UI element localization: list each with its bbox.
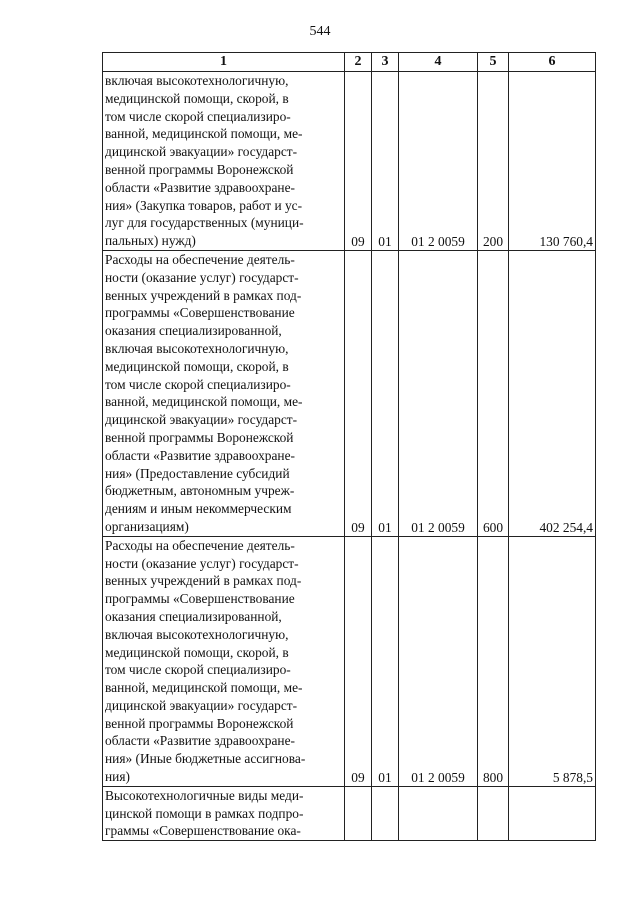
budget-table [102, 52, 596, 841]
column-header-4: 4 [399, 53, 478, 72]
table-row [103, 786, 596, 840]
row-amount [509, 786, 596, 840]
row-description: Расходы на обеспечение деятель- ности (оказание услуг) государст- венных учреждений в рамках под- программы «Совершенствование оказания специализированной, включая высокотехнологичную, медицинской помощи, скорой, в том числе скорой специализиро- ванной, медицинской помощи, ме- дицинской эвакуации» государст- венной программы Воронежской области «Развитие здравоохране- ния» (Иные бюджетные ассигнова- ния) [103, 536, 345, 786]
row-expense-type [478, 786, 509, 840]
row-subsection: 01 [372, 536, 399, 786]
row-description: Высокотехнологичные виды меди- цинской помощи в рамках подпро- граммы «Совершенствование ока- [103, 786, 345, 840]
row-subsection: 01 [372, 250, 399, 536]
row-target-article: 01 2 0059 [399, 250, 478, 536]
row-section: 09 [345, 536, 372, 786]
row-section [345, 786, 372, 840]
row-section: 09 [345, 72, 372, 251]
column-header-6: 6 [509, 53, 596, 72]
column-header-5: 5 [478, 53, 509, 72]
row-expense-type: 800 [478, 536, 509, 786]
table-row [103, 72, 596, 251]
row-description: включая высокотехнологичную, медицинской помощи, скорой, в том числе скорой специализиро- ванной, медицинской помощи, ме- дицинской эвакуации» государст- венной программы Воронежской области «Развитие здравоохране- ния» (Закупка товаров, работ и ус- луг для государственных (муници- пальных) нужд) [103, 72, 345, 251]
row-subsection: 01 [372, 72, 399, 251]
page-number: 544 [309, 24, 331, 39]
row-section: 09 [345, 250, 372, 536]
row-amount: 5 878,5 [509, 536, 596, 786]
column-header-2: 2 [345, 53, 372, 72]
table-row [103, 250, 596, 536]
row-target-article: 01 2 0059 [399, 72, 478, 251]
row-amount: 402 254,4 [509, 250, 596, 536]
column-header-1: 1 [103, 53, 345, 72]
row-expense-type: 600 [478, 250, 509, 536]
row-subsection [372, 786, 399, 840]
row-target-article [399, 786, 478, 840]
table-row [103, 536, 596, 786]
header-row [103, 53, 596, 72]
row-expense-type: 200 [478, 72, 509, 251]
row-amount: 130 760,4 [509, 72, 596, 251]
row-description: Расходы на обеспечение деятель- ности (оказание услуг) государст- венных учреждений в рамках под- программы «Совершенствование оказания специализированной, включая высокотехнологичную, медицинской помощи, скорой, в том числе скорой специализиро- ванной, медицинской помощи, ме- дицинской эвакуации» государст- венной программы Воронежской области «Развитие здравоохране- ния» (Предоставление субсидий бюджетным, автономным учреж- дениям и иным некоммерческим организациям) [103, 250, 345, 536]
column-header-3: 3 [372, 53, 399, 72]
row-target-article: 01 2 0059 [399, 536, 478, 786]
